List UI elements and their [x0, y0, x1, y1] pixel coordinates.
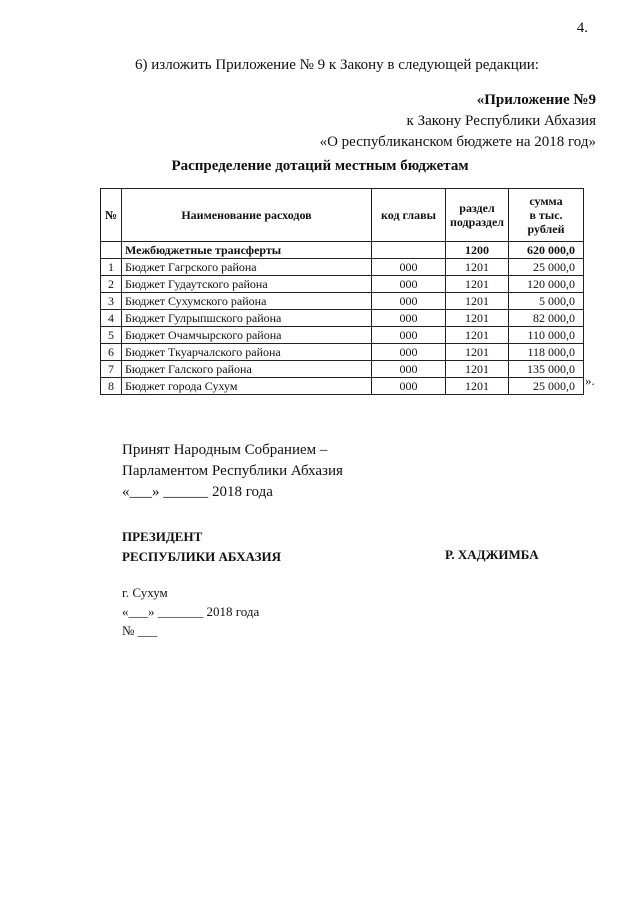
table-row — [101, 276, 584, 293]
header-section-line: раздел — [459, 201, 495, 215]
row-name: Бюджет Гудаутского района — [122, 276, 372, 293]
president-country: РЕСПУБЛИКИ АБХАЗИЯ — [122, 549, 281, 564]
row-section: 1201 — [446, 259, 509, 276]
total-name: Межбюджетные трансферты — [122, 242, 372, 259]
closing-quote: ». — [585, 373, 595, 388]
table-row — [101, 310, 584, 327]
appendix-title: «Приложение №9 — [476, 92, 596, 108]
header-section — [446, 189, 509, 242]
header-sum-line: в тыс. — [529, 208, 563, 222]
row-name: Бюджет Гулрыпшского района — [122, 310, 372, 327]
row-num: 7 — [101, 361, 122, 378]
adopted-line-1: Принят Народным Собранием – — [122, 442, 328, 458]
adopted-line-2: Парламентом Республики Абхазия — [122, 463, 343, 479]
row-num: 5 — [101, 327, 122, 344]
row-section: 1201 — [446, 310, 509, 327]
row-section: 1201 — [446, 378, 509, 395]
row-section: 1201 — [446, 361, 509, 378]
row-section: 1201 — [446, 327, 509, 344]
row-num: 6 — [101, 344, 122, 361]
row-name: Бюджет города Сухум — [122, 378, 372, 395]
table-row — [101, 259, 584, 276]
header-code: код главы — [372, 189, 446, 242]
page-number: 4. — [576, 20, 588, 36]
total-sum: 620 000,0 — [509, 242, 584, 259]
row-num: 2 — [101, 276, 122, 293]
row-sum: 110 000,0 — [509, 327, 584, 344]
place-date: «___» _______ 2018 года — [122, 604, 260, 619]
header-num: № — [101, 189, 122, 242]
signatory-name: Р. ХАДЖИМБА — [445, 547, 539, 562]
row-section: 1201 — [446, 293, 509, 310]
row-sum: 25 000,0 — [509, 378, 584, 395]
row-num: 4 — [101, 310, 122, 327]
row-code: 000 — [372, 276, 446, 293]
appendix-law-ref: к Закону Республики Абхазия — [406, 113, 596, 129]
row-sum: 120 000,0 — [509, 276, 584, 293]
row-code: 000 — [372, 327, 446, 344]
appendix-law-name: «О республиканском бюджете на 2018 год» — [319, 134, 596, 150]
row-code: 000 — [372, 361, 446, 378]
adoption-block — [122, 440, 343, 503]
row-sum: 5 000,0 — [509, 293, 584, 310]
table-row — [101, 344, 584, 361]
place-block — [122, 583, 259, 640]
row-name: Бюджет Галского района — [122, 361, 372, 378]
president-block — [122, 527, 281, 567]
page-title: Распределение дотаций местным бюджетам — [171, 158, 469, 174]
table-row — [101, 327, 584, 344]
adopted-date: «___» ______ 2018 года — [122, 484, 273, 500]
header-sum-line: сумма — [529, 194, 563, 208]
row-sum: 25 000,0 — [509, 259, 584, 276]
row-num: 1 — [101, 259, 122, 276]
row-sum: 118 000,0 — [509, 344, 584, 361]
row-section: 1201 — [446, 344, 509, 361]
table-row — [101, 378, 584, 395]
president-title: ПРЕЗИДЕНТ — [122, 529, 203, 544]
total-num — [101, 242, 122, 259]
row-code: 000 — [372, 378, 446, 395]
header-section-line: подраздел — [449, 215, 505, 229]
row-num: 3 — [101, 293, 122, 310]
header-sum — [509, 189, 584, 242]
place-number: № ___ — [122, 623, 158, 638]
row-code: 000 — [372, 293, 446, 310]
row-name: Бюджет Очамчырского района — [122, 327, 372, 344]
row-name: Бюджет Гагрского района — [122, 259, 372, 276]
total-row — [101, 242, 584, 259]
row-sum: 135 000,0 — [509, 361, 584, 378]
total-code — [372, 242, 446, 259]
row-name: Бюджет Ткуарчалского района — [122, 344, 372, 361]
row-code: 000 — [372, 344, 446, 361]
intro-text: 6) изложить Приложение № 9 к Закону в следующей редакции: — [135, 57, 539, 73]
table-row — [101, 361, 584, 378]
table-header-row — [101, 189, 584, 242]
row-num: 8 — [101, 378, 122, 395]
place-city: г. Сухум — [122, 585, 168, 600]
row-section: 1201 — [446, 276, 509, 293]
row-name: Бюджет Сухумского района — [122, 293, 372, 310]
table-row — [101, 293, 584, 310]
total-section: 1200 — [446, 242, 509, 259]
budget-table — [100, 188, 584, 395]
row-code: 000 — [372, 310, 446, 327]
header-sum-line: рублей — [527, 222, 565, 236]
row-sum: 82 000,0 — [509, 310, 584, 327]
header-name: Наименование расходов — [122, 189, 372, 242]
row-code: 000 — [372, 259, 446, 276]
appendix-heading — [320, 90, 596, 153]
